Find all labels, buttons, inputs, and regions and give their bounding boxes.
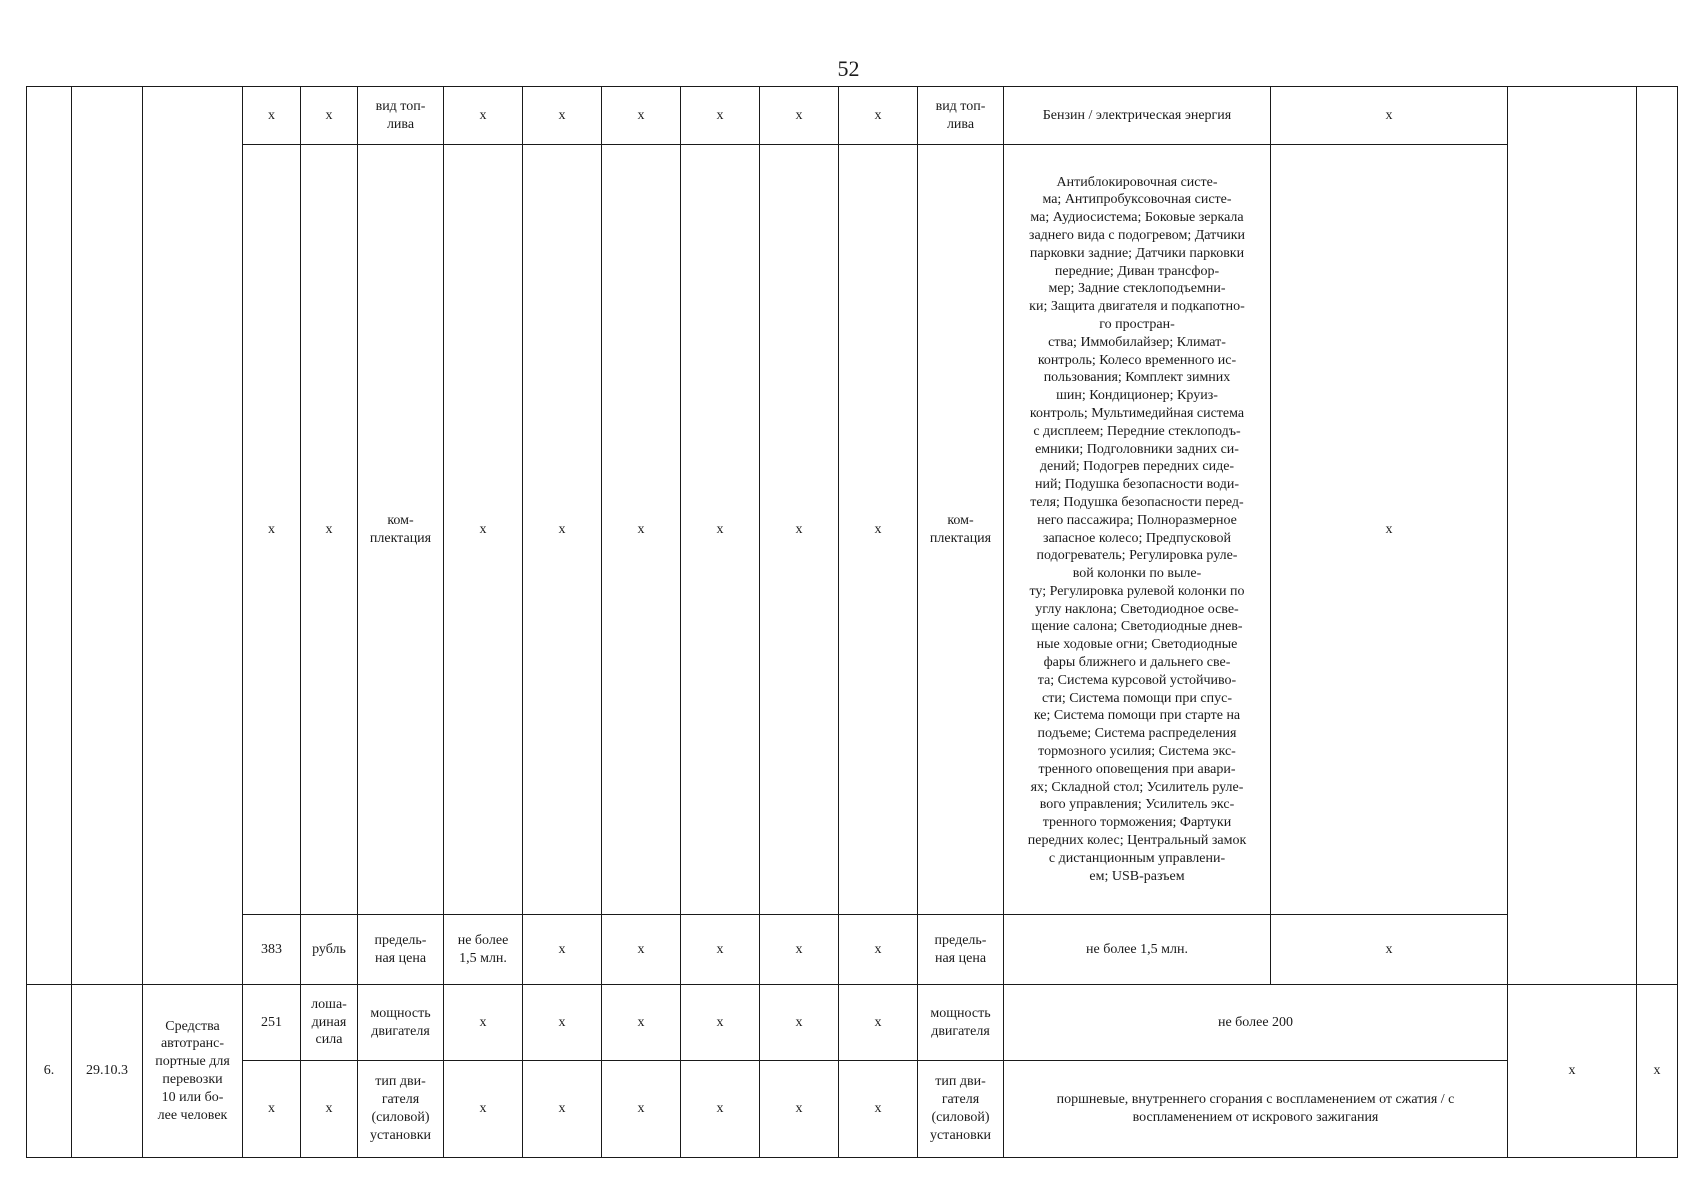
characteristic-name-2: предель- ная цена — [918, 915, 1004, 985]
num-cell-cont — [27, 87, 72, 985]
value-cell: x — [681, 145, 760, 915]
value-cell: x — [444, 87, 523, 145]
code-cell: 383 — [243, 915, 301, 985]
characteristic-name: тип дви- гателя (силовой) установки — [358, 1061, 444, 1158]
characteristic-name: предель- ная цена — [358, 915, 444, 985]
value-cell: x — [760, 985, 839, 1061]
characteristic-value: не более 1,5 млн. — [1004, 915, 1271, 985]
value-cell: x — [760, 87, 839, 145]
characteristic-name-2: вид топ- лива — [918, 87, 1004, 145]
value-cell: x — [444, 1061, 523, 1158]
characteristic-name: мощность двигателя — [358, 985, 444, 1061]
characteristic-value: поршневые, внутреннего сгорания с воспламенением от сжатия / с воспламенением от искрового зажигания — [1004, 1061, 1508, 1158]
name-cell-cont — [143, 87, 243, 985]
value-cell: x — [523, 1061, 602, 1158]
value-cell: x — [602, 915, 681, 985]
code-cell: 251 — [243, 985, 301, 1061]
characteristic-name-2: ком- плектация — [918, 145, 1004, 915]
table-row — [27, 1061, 1678, 1158]
value-cell: x — [760, 915, 839, 985]
value-cell: x — [602, 145, 681, 915]
characteristic-name-2: тип дви- гателя (силовой) установки — [918, 1061, 1004, 1158]
table-row — [27, 145, 1678, 915]
value-cell: x — [523, 915, 602, 985]
value-cell: x — [602, 87, 681, 145]
value-cell: x — [602, 1061, 681, 1158]
last-cell-cont — [1637, 87, 1678, 985]
unit-cell: рубль — [301, 915, 358, 985]
table-row — [27, 915, 1678, 985]
value-cell: x — [681, 87, 760, 145]
table-row — [27, 87, 1678, 145]
unit-cell: x — [301, 145, 358, 915]
value-cell: x — [444, 985, 523, 1061]
equipment-list: Антиблокировочная систе- ма; Антипробуксовочная систе- ма; Аудиосистема; Боковые зеркала заднего вида с подогревом; Датчики парковки задние; Датчики парковки передние; Диван трансфор- мер; Задние стеклоподъемни- ки; Защита двигателя и подкапотно- го простран- ства; Иммобилайзер; Климат- контроль; Колесо временного ис- пользования; Комплект зимних шин; Кондиционер; Круиз- контроль; Мультимедийная система с дисплеем; Передние стеклоподъ- емники; Подголовники задних си- дений; Подогрев передних сиде- ний; Подушка безопасности води- теля; Подушка безопасности перед- него пассажира; Полноразмерное запасное колесо; Предпусковой подогреватель; Регулировка руле- вой колонки по выле- ту; Регулировка рулевой колонки по углу наклона; Светодиодное осве- щение салона; Светодиодные днев- ные ходовые огни; Светодиодные фары ближнего и дальнего све- та; Система курсовой устойчиво- сти; Система помощи при спус- ке; Система помощи при старте на подъеме; Система распределения тормозного усилия; Система экс- тренного оповещения при авари- ях; Складной стол; Усилитель руле- вого управления; Усилитель экс- тренного торможения; Фартуки передних колес; Центральный замок с дистанционным управлени- ем; USB-разъем — [1004, 145, 1271, 915]
okpd-cell-cont — [72, 87, 143, 985]
value-cell: x — [602, 985, 681, 1061]
value-cell: x — [1637, 985, 1678, 1158]
requirements-table — [26, 86, 1678, 1158]
value-cell: x — [839, 1061, 918, 1158]
value-cell: x — [444, 145, 523, 915]
unit-cell: лоша- диная сила — [301, 985, 358, 1061]
okpd-code: 29.10.3 — [72, 985, 143, 1158]
code-cell: x — [243, 87, 301, 145]
unit-cell: x — [301, 87, 358, 145]
value-cell: x — [681, 1061, 760, 1158]
value-cell: x — [760, 1061, 839, 1158]
code-cell: x — [243, 145, 301, 915]
value-cell: x — [523, 87, 602, 145]
value-cell: x — [1271, 915, 1508, 985]
value-cell: x — [681, 985, 760, 1061]
row-number: 6. — [27, 985, 72, 1158]
characteristic-name: ком- плектация — [358, 145, 444, 915]
characteristic-value: Бензин / электрическая энергия — [1004, 87, 1271, 145]
code-cell: x — [243, 1061, 301, 1158]
value-cell: x — [839, 87, 918, 145]
value-cell: x — [681, 915, 760, 985]
value-cell: не более 1,5 млн. — [444, 915, 523, 985]
value-cell: x — [760, 145, 839, 915]
unit-cell: x — [301, 1061, 358, 1158]
characteristic-value: не более 200 — [1004, 985, 1508, 1061]
characteristic-name-2: мощность двигателя — [918, 985, 1004, 1061]
characteristic-name: вид топ- лива — [358, 87, 444, 145]
value-cell: x — [523, 145, 602, 915]
page-number: 52 — [837, 56, 860, 81]
product-name: Средства автотранс- портные для перевозки 10 или бо- лее человек — [143, 985, 243, 1158]
value-cell: x — [523, 985, 602, 1061]
value-cell: x — [1271, 145, 1508, 915]
value-cell: x — [839, 915, 918, 985]
value-cell: x — [839, 145, 918, 915]
value-cell: x — [1508, 985, 1637, 1158]
value-cell: x — [839, 985, 918, 1061]
table-row — [27, 985, 1678, 1061]
value-cell: x — [1271, 87, 1508, 145]
last-cell-cont — [1508, 87, 1637, 985]
